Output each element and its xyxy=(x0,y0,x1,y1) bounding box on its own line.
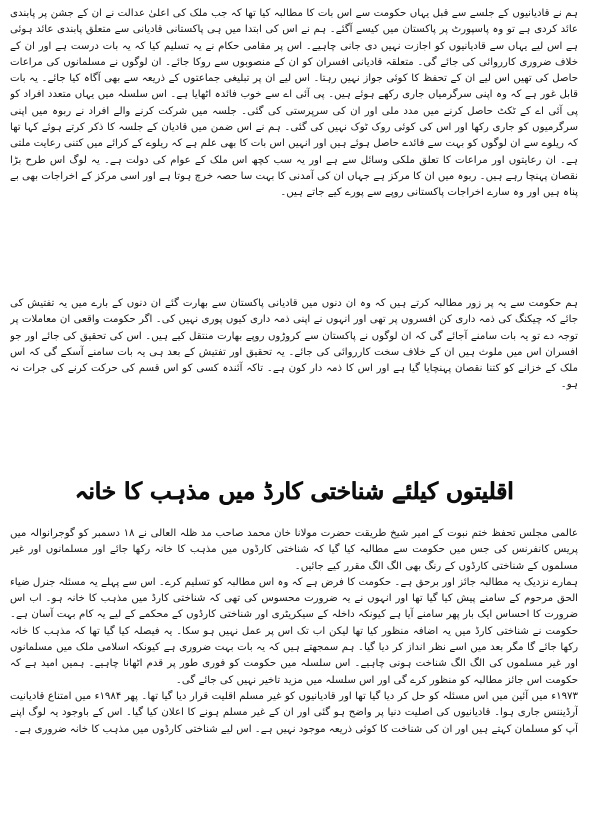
article-body xyxy=(10,526,578,811)
body-paragraph: عالمی مجلس تحفظ ختم نبوت کے امیر شیخ طریقت حضرت مولانا خان محمد صاحب مد ظلہ العالی نے ۱۸ دسمبر کو گوجرانوالہ میں پریس کانفرنس کی جس میں حکومت سے مطالبہ کیا گیا کہ شناختی کارڈوں میں مذہب کا خانہ رکھا جائے اور مسلمانوں اور غیر مسلموں کے شناختی کارڈوں کے رنگ بھی الگ الگ مقرر کیے جائیں۔ xyxy=(10,528,578,572)
demand-section xyxy=(10,296,578,458)
body-paragraph: ۱۹۷۳ء میں آئین میں اس مسئلہ کو حل کر دیا گیا تھا اور قادیانیوں کو غیر مسلم اقلیت قرار دیا گیا تھا۔ پھر ۱۹۸۴ء میں امتناع قادیانیت آرڈیننس جاری ہوا۔ قادیانیوں کی اصلیت دنیا پر واضح ہو گئی اور ان کے غیر مسلم ہونے کا اعلان کیا گیا۔ اس کے باوجود یہ لوگ اپنے آپ کو مسلمان کہتے ہیں اور ان کی شناخت کا کوئی ذریعہ موجود نہیں ہے۔ اس لیے شناختی کارڈوں میں مذہب کا خانہ ضروری ہے۔ xyxy=(10,690,578,735)
headline-text: اقلیتوں کیلئے شناختی کارڈ میں مذہب کا خانہ xyxy=(74,477,514,505)
body-paragraph: ہمارے نزدیک یہ مطالبہ جائز اور برحق ہے۔ حکومت کا فرض ہے کہ وہ اس مطالبہ کو تسلیم کرے۔ اس سے پہلے یہ مسئلہ جنرل ضیاء الحق مرحوم کے سامنے پیش کیا گیا تھا اور انہوں نے یہ ضرورت محسوس کی تھی کہ شناختی کارڈ میں مذہب کا خانہ ہو۔ اب اس ضرورت کا احساس ایک بار پھر سامنے آیا ہے کیونکہ داخلہ کے سیکریٹری اور شناختی کارڈوں کے محکمے کے لیے یہ کام بہت آسان ہے۔ حکومت نے شناختی کارڈ میں یہ اضافہ منظور کیا تھا لیکن اب تک اس پر عمل نہیں ہو سکا۔ یہ فیصلہ کیا گیا تھا کہ مذہب کا خانہ رکھا جائے گا مگر بعد میں اسے نظر انداز کر دیا گیا۔ ہم سمجھتے ہیں کہ یہ بات بہت ضروری ہے کیونکہ اسلامی ملک میں مسلمانوں اور غیر مسلموں کی الگ الگ شناخت ہونی چاہیے۔ اس سلسلہ میں حکومت کو فوری طور پر قدم اٹھانا چاہیے۔ ہمیں امید ہے کہ حکومت اس جائز مطالبہ کو منظور کرے گی اور اس سلسلہ میں مزید تاخیر نہیں کی جائے گی۔ xyxy=(10,576,578,686)
opening-section xyxy=(10,6,578,295)
body-paragraph: ہم حکومت سے یہ پر زور مطالبہ کرتے ہیں کہ وہ ان دنوں میں قادیانی پاکستان سے بھارت گئے ان دنوں کے بارے میں یہ تفتیش کی جائے کہ چیکنگ کی ذمہ داری کن افسروں پر تھی اور انہوں نے اپنی ذمہ داری کیوں پوری نہیں کی۔ اگر حکومت واقعی ان معاملات پر توجہ دے تو یہ بات سامنے آجائے گی کہ ان لوگوں نے پاکستان سے کروڑوں روپے بھارت منتقل کیے ہیں۔ اس کی تحقیق کی جائے اور جو افسران اس میں ملوث ہیں ان کے خلاف سخت کارروائی کی جائے۔ یہ تحقیق اور تفتیش کے بعد ہی یہ بات سامنے آسکے گی کہ اس ملک کے خزانے کو کتنا نقصان پہنچایا گیا ہے اور اس کا ذمہ دار کون ہے۔ تاکہ آئندہ کسی کو اس قسم کی حرکت کرنے کی جرات نہ ہو۔ xyxy=(10,298,578,391)
body-paragraph: ہم نے قادیانیوں کے جلسے سے قبل یہاں حکومت سے اس بات کا مطالبہ کیا تھا کہ جب ملک کی اعلیٰ عدالت نے ان کے جشن پر پابندی عائد کردی ہے تو وہ پاسپورٹ پر پاکستان میں کیسے آگئے۔ ہم نے اس کی ابتدا میں ہی پاکستانی قادیانی سے متعلق پابندی عائد ہوئی ہے اس لیے یہاں سے قادیانیوں کو اجازت نہیں دی جانی چاہیے۔ اس پر مقامی حکام نے یہ تسلیم کیا کہ یہ بات درست ہے اور ان کے خلاف ضروری کارروائی کی جائے گی۔ متعلقہ قادیانی افسران کو ان کے منصوبوں سے روکا جائے۔ ان لوگوں نے مسلمانوں کی مراعات حاصل کی تھیں اس لیے ان کے تحفظ کا کوئی جواز نہیں رہتا۔ اس لیے ان پر تبلیغی جماعتوں کے ذریعہ سے بھی آگاہ کیا جائے۔ یہ بات قابل غور ہے کہ وہ اپنی سرگرمیاں جاری رکھے ہوئے ہیں۔ پی آئی اے سے خوب فائدہ اٹھایا ہے۔ اس سلسلہ میں یہاں متعدد افراد کو پی آئی اے کے ٹکٹ حاصل کرنے میں مدد ملی اور ان کی سرپرستی کی گئی۔ جلسہ میں شرکت کرنے والے افراد نے ربوہ میں اپنی سرگرمیوں کو جاری رکھا اور اس کی کوئی روک ٹوک نہیں کی گئی۔ ہم نے اس ضمن میں قادیان کے جلسہ کا ذکر کرتے ہوئے کہا تھا کہ ریلوے سے ان لوگوں کو بہت سے فائدے حاصل ہوئے ہیں اور انہیں اس بات کا بھی علم ہے کہ ریلوے کے کرائے میں کتنی رعایت ملتی ہے۔ ان رعایتوں اور مراعات کا تعلق ملکی وسائل سے ہے اور یہ سب کچھ اس ملک کے عوام کی دولت ہے۔ یہ لوگ اس طرح بڑا نقصان پہنچا رہے ہیں۔ ربوہ میں ان کا مرکز ہے جہاں ان کی آمدنی کا بہت سا حصہ خرچ ہوتا ہے اور اسی مرکز کے اخراجات بھی بے پناہ ہیں اور وہ سارے اخراجات پاکستانی روپے سے پورے کیے جاتے ہیں۔ xyxy=(10,8,578,199)
article-headline xyxy=(10,462,578,520)
